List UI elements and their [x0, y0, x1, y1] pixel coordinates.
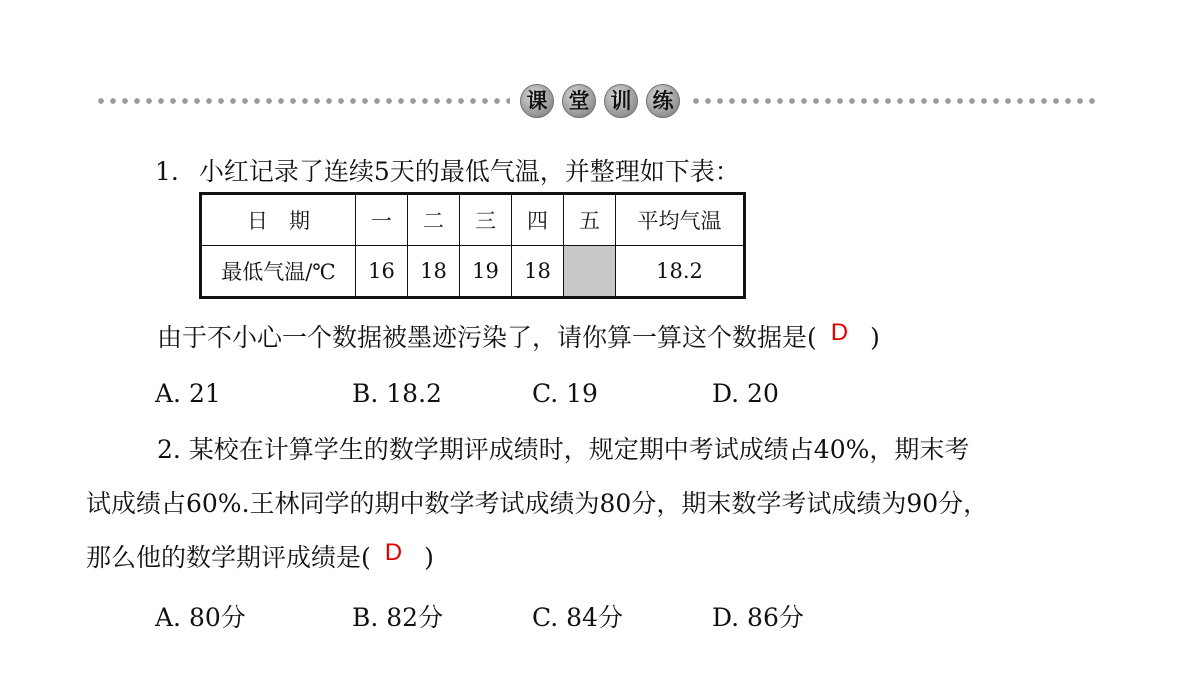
table-cell: 19	[460, 246, 512, 298]
ink-stained-cell	[564, 246, 616, 298]
q1-option-b: B. 18.2	[352, 379, 442, 408]
q2-line-1: 2. 某校在计算学生的数学期评成绩时，规定期中考试成绩占40%，期末考	[157, 435, 970, 464]
table-cell: 16	[356, 246, 408, 298]
q1-option-d: D. 20	[712, 379, 779, 408]
table-cell: 最低气温/℃	[201, 246, 356, 298]
section-title-badges	[520, 82, 680, 122]
q1-answer: D	[830, 319, 849, 346]
q1-number: 1.	[155, 157, 179, 186]
q1-stem: 小红记录了连续5天的最低气温，并整理如下表：	[198, 157, 740, 186]
section-header	[95, 82, 1105, 122]
q1-stem-line	[155, 157, 740, 187]
table-cell: 18	[408, 246, 460, 298]
table-cell: 二	[408, 194, 460, 246]
q1-option-a: A. 21	[155, 379, 221, 408]
dotted-divider-right	[690, 97, 1100, 105]
table-cell: 18	[512, 246, 564, 298]
table-row	[201, 246, 745, 298]
table-cell: 三	[460, 194, 512, 246]
table-row	[201, 194, 745, 246]
q2-line-2: 试成绩占60%.王林同学的期中数学考试成绩为80分，期末数学考试成绩为90分，	[86, 489, 989, 518]
q2-question-close: )	[424, 543, 434, 572]
q1-question-close: )	[870, 323, 880, 352]
title-badge: 练	[646, 84, 680, 118]
q2-line-3	[86, 539, 434, 574]
temperature-table	[199, 192, 746, 299]
q2-option-a: A. 80分	[155, 603, 246, 632]
q2-answer: D	[384, 539, 403, 566]
table-cell: 18.2	[616, 246, 745, 298]
q2-question-text: 那么他的数学期评成绩是(	[86, 543, 371, 572]
table-cell: 五	[564, 194, 616, 246]
title-badge: 堂	[562, 84, 596, 118]
table-cell: 四	[512, 194, 564, 246]
table-cell: 日 期	[201, 194, 356, 246]
q2-option-c: C. 84分	[532, 603, 623, 632]
q2-option-d: D. 86分	[712, 603, 804, 632]
title-badge: 训	[604, 84, 638, 118]
q1-question-text: 由于不小心一个数据被墨迹污染了，请你算一算这个数据是(	[157, 323, 817, 352]
table-cell: 一	[356, 194, 408, 246]
title-badge: 课	[520, 84, 554, 118]
q1-question-line	[157, 319, 880, 354]
table-cell: 平均气温	[616, 194, 745, 246]
q1-option-c: C. 19	[532, 379, 598, 408]
dotted-divider-left	[95, 97, 510, 105]
q2-option-b: B. 82分	[352, 603, 444, 632]
